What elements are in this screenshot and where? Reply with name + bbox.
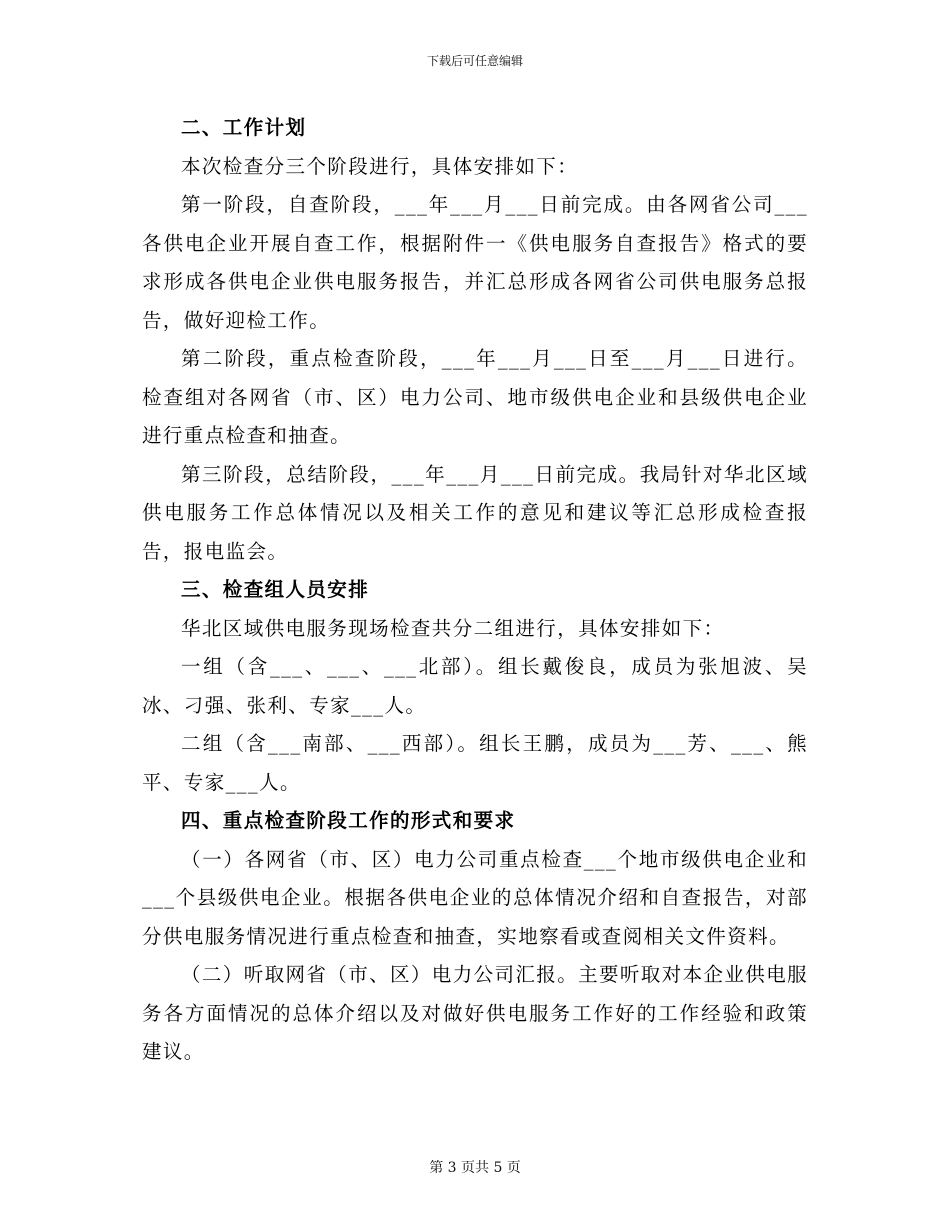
paragraph: （二）听取网省（市、区）电力公司汇报。主要听取对本企业供电服务各方面情况的总体介绍以及对做好供电服务工作好的工作经验和政策建议。 [142, 963, 809, 1063]
paragraph: （一）各网省（市、区）电力公司重点检查___个地市级供电企业和___个县级供电企业。根据各供电企业的总体情况介绍和自查报告，对部分供电服务情况进行重点检查和抽查，实地察看或查阅相关文件资料。 [142, 847, 808, 948]
paragraph: 第三阶段，总结阶段，___年___月___日前完成。我局针对华北区域供电服务工作总体情况以及相关工作的意见和建议等汇总形成检查报告，报电监会。 [142, 462, 808, 563]
paragraph: 一组（含___、___、___北部）。组长戴俊良，成员为张旭波、吴冰、刁强、张利、专家___人。 [142, 655, 808, 717]
page-header: 下载后可任意编辑 [426, 54, 523, 68]
paragraph: 第一阶段，自查阶段，___年___月___日前完成。由各网省公司___各供电企业开展自查工作，根据附件一《供电服务自查报告》格式的要求形成各供电企业供电服务报告，并汇总形成各网省公司供电服务总报告，做好迎检工作。 [142, 193, 808, 332]
paragraph: 二组（含___南部、___西部）。组长王鹏，成员为___芳、___、熊平、专家___人。 [142, 732, 808, 794]
section-heading-work-plan: 二、工作计划 [181, 116, 307, 139]
paragraph: 华北区域供电服务现场检查共分二组进行，具体安排如下： [181, 616, 725, 640]
page-number: 第 3 页共 5 页 [429, 1160, 521, 1176]
paragraph: 第二阶段，重点检查阶段，___年___月___日至___月___日进行。检查组对各网省（市、区）电力公司、地市级供电企业和县级供电企业进行重点检查和抽查。 [142, 347, 808, 447]
section-heading-inspection-requirements: 四、重点检查阶段工作的形式和要求 [181, 809, 516, 832]
paragraph: 本次检查分三个阶段进行，具体安排如下： [181, 154, 579, 178]
section-heading-staffing: 三、检查组人员安排 [181, 578, 370, 601]
document-body [142, 109, 808, 1072]
